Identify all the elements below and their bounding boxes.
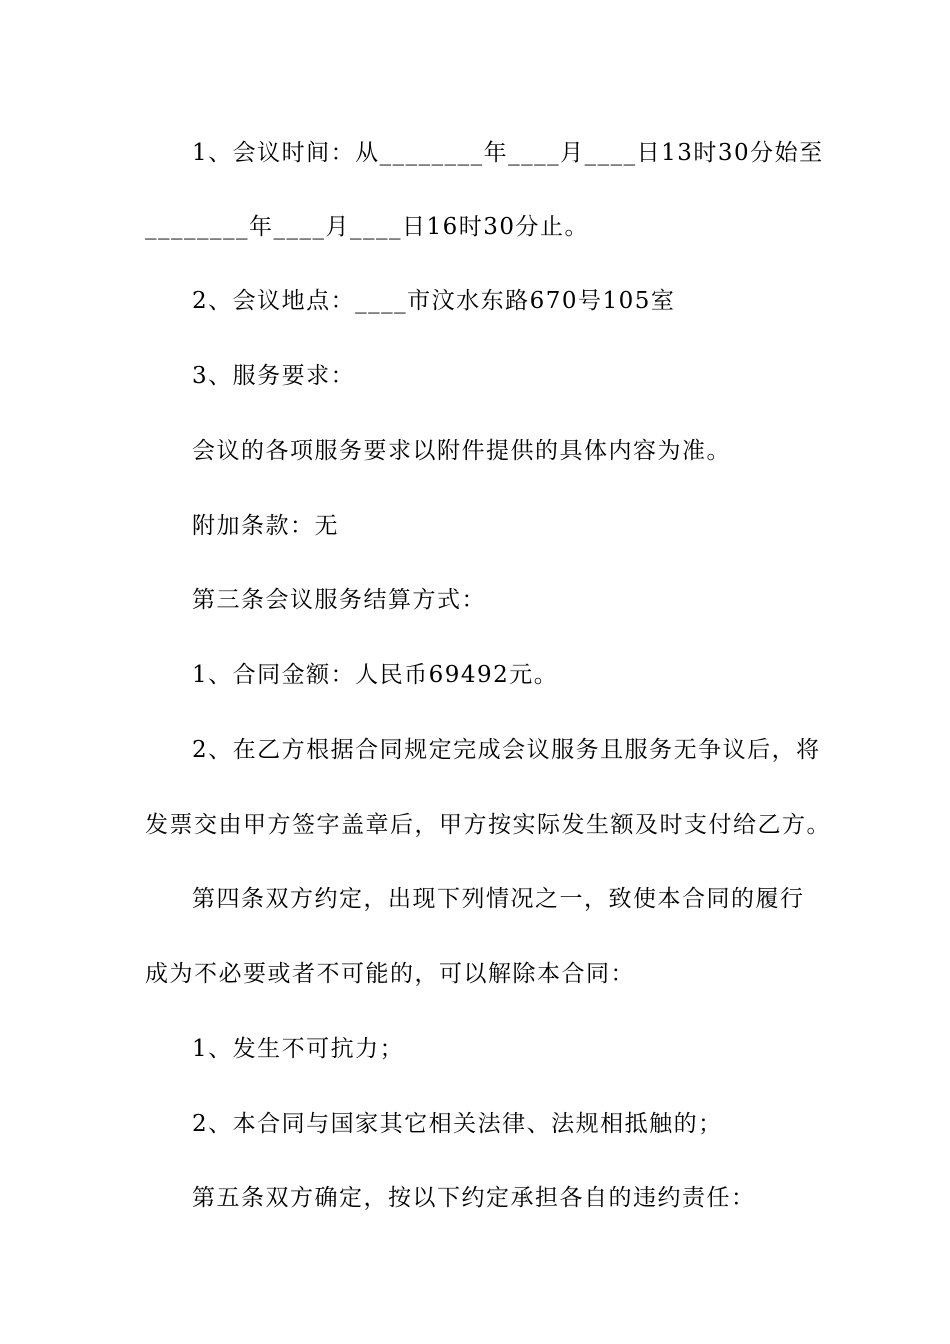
service-requirements-heading: 3、服务要求：: [192, 363, 356, 389]
force-majeure-line: 1、发生不可抗力；: [192, 1036, 405, 1062]
meeting-time-line-1: 1、会议时间：从________年____月____日13时30分始至: [192, 140, 824, 166]
article-five-heading: 第五条双方确定，按以下约定承担各自的违约责任：: [192, 1185, 756, 1211]
service-requirements-text: 会议的各项服务要求以附件提供的具体内容为准。: [192, 438, 731, 464]
payment-clause-line-1: 2、在乙方根据合同规定完成会议服务且服务无争议后，将: [192, 737, 821, 763]
article-three-heading: 第三条会议服务结算方式：: [192, 587, 486, 613]
meeting-location-line: 2、会议地点：____市汶水东路670号105室: [192, 288, 676, 314]
article-four-line-1: 第四条双方约定，出现下列情况之一，致使本合同的履行: [192, 886, 805, 912]
additional-terms-line: 附加条款：无: [192, 513, 339, 539]
payment-clause-line-2: 发票交由甲方签字盖章后，甲方按实际发生额及时支付给乙方。: [145, 812, 831, 838]
article-four-line-2: 成为不必要或者不可能的，可以解除本合同：: [145, 961, 635, 987]
contract-amount-line: 1、合同金额：人民币69492元。: [192, 662, 559, 688]
meeting-time-line-2: ________年____月____日16时30分止。: [145, 214, 590, 240]
legal-conflict-line: 2、本合同与国家其它相关法律、法规相抵触的；: [192, 1111, 723, 1137]
